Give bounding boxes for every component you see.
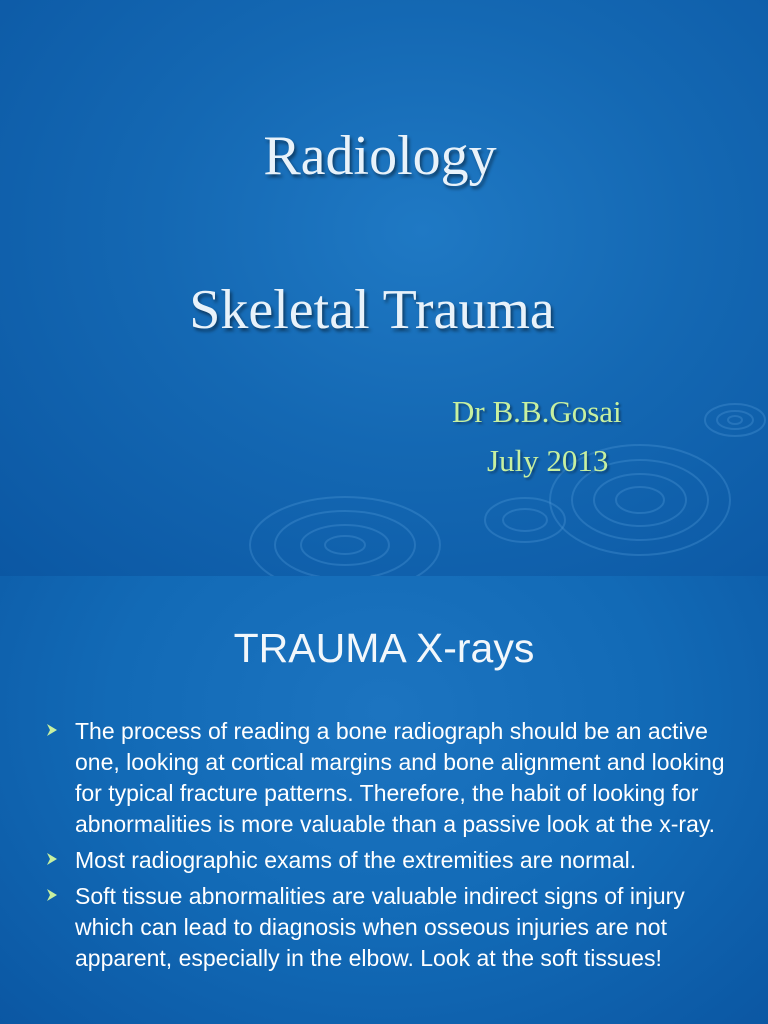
slide-title-line2: Skeletal Trauma [189,279,555,341]
content-slide [0,576,768,1024]
presentation-date: July 2013 [487,443,609,478]
slide-heading: TRAUMA X-rays [233,625,535,671]
slide-title-line1: Radiology [263,125,497,187]
arrow-bullet-icon [46,723,58,737]
bullet-text: Most radiographic exams of the extremities are normal. [75,847,637,873]
author-name: Dr B.B.Gosai [452,394,622,429]
bullet-text: The process of reading a bone radiograph should be an active one, looking at cortical margins and bone alignment and looking for typical fracture patterns. Therefore, the habit of looking for abnormalities is more valuable than a passive look at the x-ray. [75,718,725,837]
list-item [46,845,726,876]
arrow-bullet-icon [46,888,58,902]
arrow-bullet-icon [46,852,58,866]
list-item [46,716,726,840]
bullet-text: Soft tissue abnormalities are valuable indirect signs of injury which can lead to diagnosis when osseous injuries are not apparent, especially in the elbow. Look at the soft tissues! [75,883,685,971]
bullet-list [46,716,726,979]
list-item [46,881,726,974]
